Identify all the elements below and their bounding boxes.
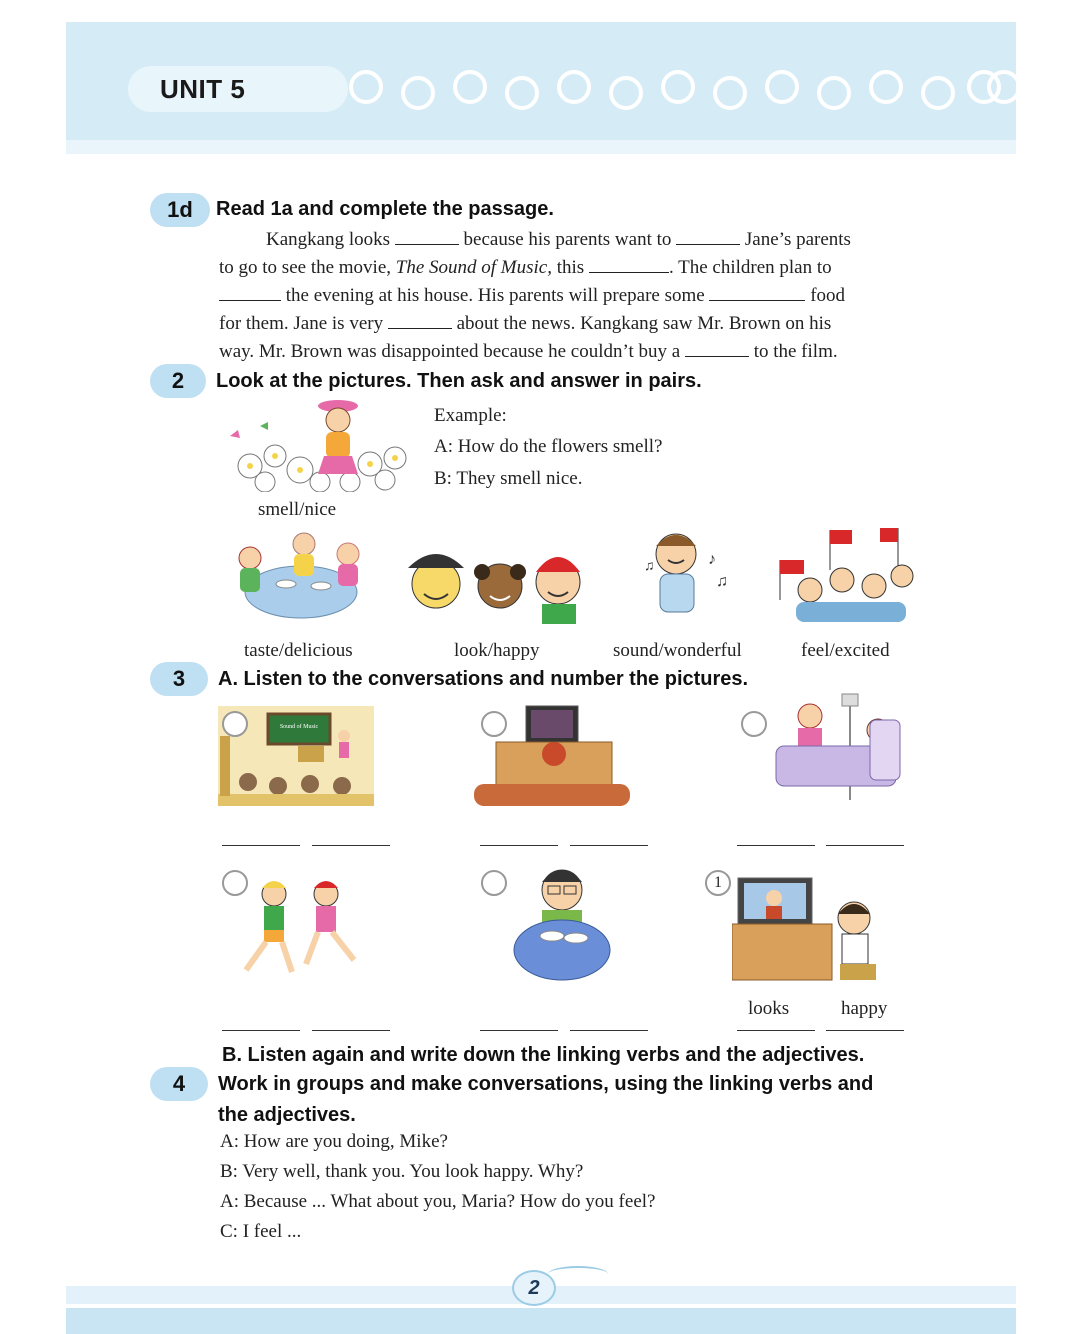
unit-title: UNIT 5 — [160, 74, 246, 104]
ring-icon — [661, 70, 695, 104]
blank-field[interactable] — [589, 257, 669, 273]
example-answer: B: They smell nice. — [434, 468, 583, 489]
passage-text: the evening at his house. His parents will prepare some — [281, 285, 710, 306]
ring-icon — [713, 76, 747, 110]
dialog-line-3: A: Because ... What about you, Maria? How do you feel? — [220, 1191, 656, 1212]
section-1d-badge: 1d — [150, 193, 210, 227]
section-2-badge: 2 — [150, 364, 206, 398]
ring-icon — [453, 70, 487, 104]
answer-line[interactable] — [826, 1030, 904, 1031]
passage-text: to the film. — [748, 341, 838, 362]
section-3b-instruction: B. Listen again and write down the linking verbs and the adjectives. — [222, 1044, 865, 1066]
blank-field[interactable] — [676, 229, 740, 245]
swoosh-icon — [548, 1266, 608, 1282]
section-4-instruction: Work in groups and make conversations, using the linking verbs and — [218, 1073, 874, 1095]
blank-field[interactable] — [219, 285, 281, 301]
passage-text: way. Mr. Brown was disappointed because he couldn’t buy a — [219, 341, 685, 362]
number-circle[interactable] — [481, 870, 507, 896]
caption-feel-excited: feel/excited — [801, 640, 890, 661]
cheering-crowd-illustration — [770, 520, 920, 626]
blank-field[interactable] — [395, 229, 459, 245]
ring-icon — [349, 70, 383, 104]
section-3-badge: 3 — [150, 662, 208, 696]
blackboard-text: Sound of Music — [279, 724, 319, 730]
answer-line[interactable] — [312, 1030, 390, 1031]
page-number: 2 — [512, 1270, 556, 1306]
flowers-girl-illustration — [220, 396, 420, 492]
passage-line-3 — [219, 285, 845, 307]
number-circle[interactable] — [481, 711, 507, 737]
ring-icon — [765, 70, 799, 104]
ring-icon — [869, 70, 903, 104]
section-4-badge: 4 — [150, 1067, 208, 1101]
dialog-line-1: A: How are you doing, Mike? — [220, 1131, 448, 1152]
section-3a-instruction: A. Listen to the conversations and number the pictures. — [218, 668, 749, 690]
section-4-instruction-cont: the adjectives. — [218, 1104, 356, 1126]
passage-line-2 — [219, 257, 832, 279]
caption-smell-nice: smell/nice — [258, 499, 337, 520]
caption-taste-delicious: taste/delicious — [244, 640, 353, 661]
passage-line-1 — [266, 229, 851, 251]
answer-line[interactable] — [570, 845, 648, 846]
passage-text: food — [805, 285, 846, 306]
svg-text:♪: ♪ — [708, 551, 716, 568]
passage-line-5 — [219, 341, 838, 363]
passage-text: this — [552, 257, 589, 278]
number-circle-filled: 1 — [705, 870, 731, 896]
passage-text: to go to see the movie, — [219, 257, 396, 278]
answer-line[interactable] — [570, 1030, 648, 1031]
answer-adjective: happy — [841, 998, 888, 1019]
caption-look-happy: look/happy — [454, 640, 540, 661]
answer-line[interactable] — [826, 845, 904, 846]
answer-line[interactable] — [480, 1030, 558, 1031]
ring-icon — [401, 76, 435, 110]
blank-field[interactable] — [388, 313, 452, 329]
tv-news-boy-illustration — [732, 874, 892, 986]
example-label: Example: — [434, 405, 507, 426]
header-strip — [66, 140, 1016, 154]
music-boy-illustration — [636, 524, 736, 624]
caption-sound-wonderful: sound/wonderful — [613, 640, 742, 661]
happy-kids-illustration — [398, 536, 598, 626]
answer-line[interactable] — [737, 845, 815, 846]
blank-field[interactable] — [709, 285, 805, 301]
ring-icon — [609, 76, 643, 110]
dialog-line-2: B: Very well, thank you. You look happy. Why? — [220, 1161, 584, 1182]
ring-icon — [557, 70, 591, 104]
eating-boy-illustration — [512, 856, 612, 986]
dinner-table-illustration — [226, 528, 376, 624]
answer-line[interactable] — [480, 845, 558, 846]
section-1d-instruction: Read 1a and complete the passage. — [216, 198, 554, 220]
answer-line[interactable] — [737, 1030, 815, 1031]
answer-line[interactable] — [312, 845, 390, 846]
svg-text:♫: ♫ — [644, 559, 655, 574]
svg-text:♫: ♫ — [716, 573, 728, 590]
answer-line[interactable] — [222, 1030, 300, 1031]
number-circle[interactable] — [741, 711, 767, 737]
answer-line[interactable] — [222, 845, 300, 846]
passage-text: Jane’s parents — [740, 229, 851, 250]
answer-verb: looks — [748, 998, 790, 1019]
ring-icon — [817, 76, 851, 110]
section-2-instruction: Look at the pictures. Then ask and answer in pairs. — [216, 370, 702, 392]
example-question: A: How do the flowers smell? — [434, 436, 663, 457]
ring-icon — [921, 76, 955, 110]
passage-text: because his parents want to — [458, 229, 677, 250]
decorative-rings — [345, 66, 1016, 112]
passage-text: . The children plan to — [668, 257, 832, 278]
ring-icon — [505, 76, 539, 110]
passage-text: about the news. Kangkang saw Mr. Brown on his — [451, 313, 832, 334]
movie-title: The Sound of Music, — [395, 257, 552, 278]
ring-icon — [987, 70, 1016, 104]
number-circle[interactable] — [222, 711, 248, 737]
number-circle[interactable] — [222, 870, 248, 896]
running-kids-illustration — [236, 874, 366, 978]
hospital-bed-illustration — [770, 690, 910, 806]
dialog-line-4: C: I feel ... — [220, 1221, 302, 1242]
passage-line-4 — [219, 313, 831, 335]
blank-field[interactable] — [685, 341, 749, 357]
footer-band-lower — [66, 1308, 1016, 1334]
passage-text: for them. Jane is very — [219, 313, 388, 334]
passage-text: Kangkang looks — [266, 229, 395, 250]
